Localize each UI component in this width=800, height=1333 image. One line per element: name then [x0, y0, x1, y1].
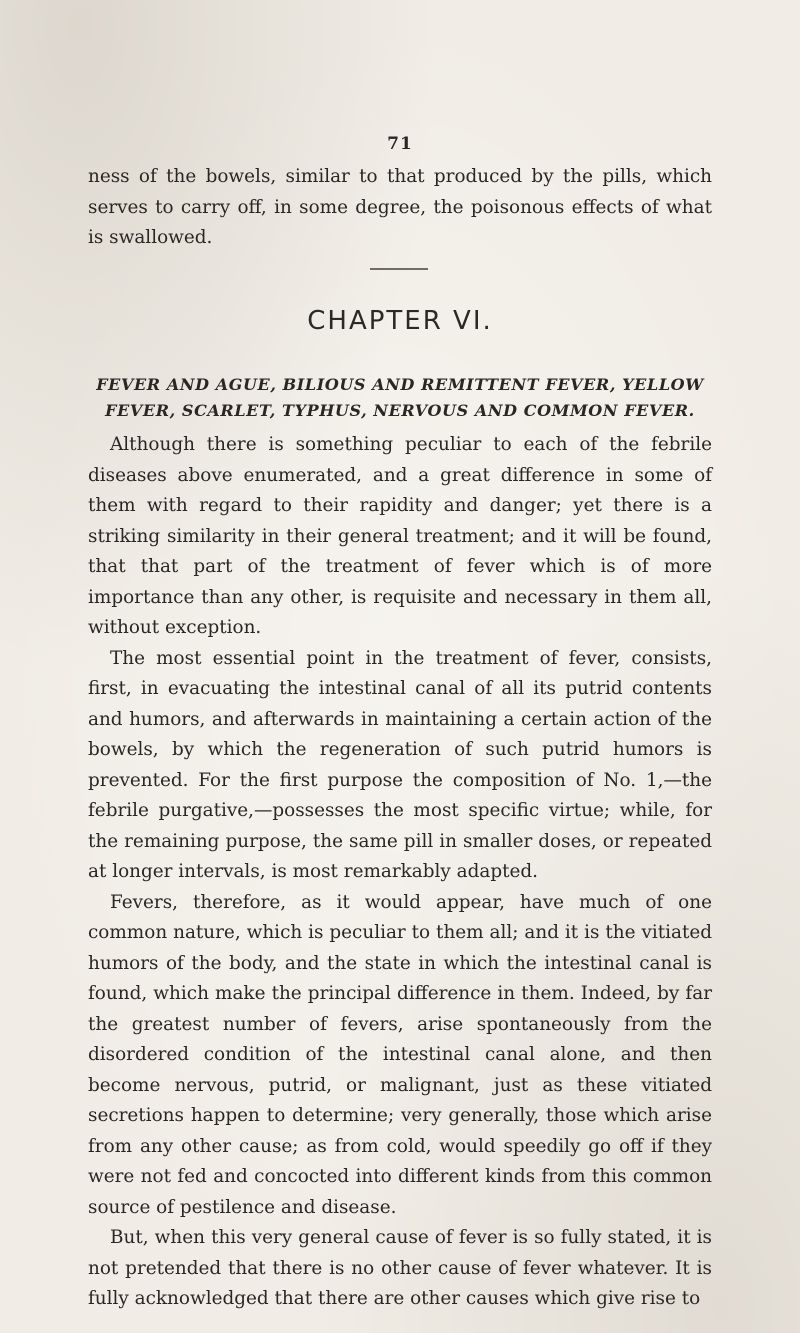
chapter-subtitle: FEVER AND AGUE, BILIOUS AND REMITTENT FEVER, YELLOW FEVER, SCARLET, TYPHUS, NERVOUS AND COMMON FEVER.: [96, 375, 704, 420]
continuation-text: ness of the bowels, similar to that produced by the pills, which serves to carry off, in some degree, the poisonous effects of what is swallowed.: [88, 166, 712, 248]
chapter-body: [88, 430, 712, 1315]
paragraph: But, when this very general cause of fever is so fully stated, it is not pretended that there is no other cause of fever whatever. It is fully acknowledged that there are other causes which give rise to: [88, 1227, 712, 1309]
paragraph: Although there is something peculiar to each of the febrile diseases above enumerated, and a great difference in some of them with regard to their rapidity and danger; yet there is a striking similarity in their general treatment; and it will be found, that that part of the treatment of fever which is of more importance than any other, is requisite and necessary in them all, without exception.: [88, 434, 712, 638]
paragraph: The most essential point in the treatment of fever, consists, first, in evacuating the intestinal canal of all its putrid contents and humors, and afterwards in maintaining a certain action of the bowels, by which the regeneration of such putrid humors is prevented. For the first purpose the composition of No. 1,—the febrile purgative,—possesses the most specific virtue; while, for the remaining purpose, the same pill in smaller doses, or repeated at longer intervals, is most remarkably adapted.: [88, 647, 712, 882]
continuation-paragraph: [88, 162, 712, 254]
paragraph: Fevers, therefore, as it would appear, have much of one common nature, which is peculiar to them all; and it is the vitiated humors of the body, and the state in which the intestinal canal is found, which make the principal difference in them. Indeed, by far the greatest number of fevers, arise spontaneously from the disordered condition of the intestinal canal alone, and then become nervous, putrid, or malignant, just as these vitiated secretions happen to determine; very generally, those which arise from any other cause; as from cold, would speedily go off if they were not fed and concocted into different kinds from this common source of pestilence and disease.: [88, 891, 712, 1218]
page-number: 71: [387, 134, 413, 154]
section-divider: [370, 268, 428, 270]
chapter-heading: CHAPTER VI.: [307, 306, 493, 336]
